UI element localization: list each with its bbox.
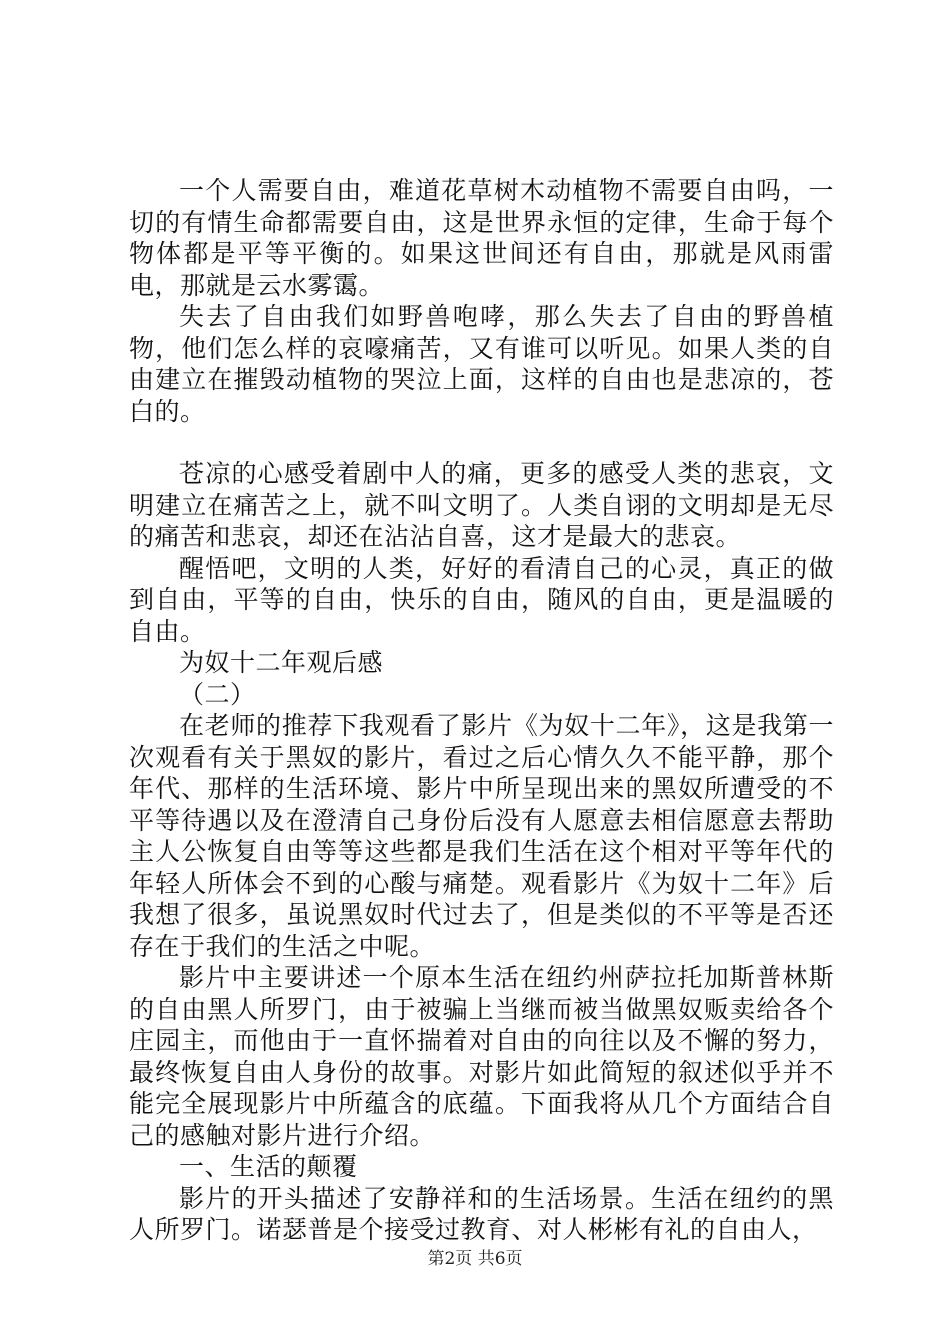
paragraph-film-opening: 影片的开头描述了安静祥和的生活场景。生活在纽约的黑人所罗门。诺瑟普是个接受过教育、对人彬彬有礼的自由人， — [129, 1183, 834, 1244]
subheading-life-overturned: 一、生活的颠覆 — [179, 1152, 358, 1181]
section-number: （二） — [179, 679, 256, 709]
paragraph-awaken: 醒悟吧，文明的人类，好好的看清自己的心灵，真正的做到自由，平等的自由，快乐的自由，随风的自由，更是温暖的自由。 — [129, 553, 834, 646]
paragraph-civilization: 苍凉的心感受着剧中人的痛，更多的感受人类的悲哀，文明建立在痛苦之上，就不叫文明了。人类自诩的文明却是无尽的痛苦和悲哀，却还在沾沾自喜，这才是最大的悲哀。 — [129, 459, 834, 551]
paragraph-freedom-all-life: 一个人需要自由，难道花草树木动植物不需要自由吗，一切的有情生命都需要自由，这是世界永恒的定律，生命于每个物体都是平等平衡的。如果这世间还有自由，那就是风雨雷电，那就是云水雾霭。 — [129, 176, 834, 300]
document-body — [129, 175, 834, 1246]
paragraph-film-summary: 影片中主要讲述一个原本生活在纽约州萨拉托加斯普林斯的自由黑人所罗门，由于被骗上当继而被当做黑奴贩卖给各个庄园主，而他由于一直怀揣着对自由的向往以及不懈的努力，最终恢复自由人身份的故事。对影片如此简短的叙述似乎并不能完全展现影片中所蕴含的底蕴。下面我将从几个方面结合自己的感触对影片进行介绍。 — [129, 963, 834, 1150]
paragraph-lost-freedom: 失去了自由我们如野兽咆哮，那么失去了自由的野兽植物，他们怎么样的哀嚎痛苦，又有谁可以听见。如果人类的自由建立在摧毁动植物的哭泣上面，这样的自由也是悲凉的，苍白的。 — [129, 302, 834, 426]
section-title: 为奴十二年观后感 — [179, 648, 384, 677]
page-footer: 第2页 共6页 — [427, 1249, 523, 1269]
paragraph-film-intro: 在老师的推荐下我观看了影片《为奴十二年》，这是我第一次观看有关于黑奴的影片，看过之后心情久久不能平静，那个年代、那样的生活环境、影片中所呈现出来的黑奴所遭受的不平等待遇以及在澄清自己身份后没有人愿意去相信愿意去帮助主人公恢复自由等等这些都是我们生活在这个相对平等年代的年轻人所体会不到的心酸与痛楚。观看影片《为奴十二年》后我想了很多，虽说黑奴时代过去了，但是类似的不平等是否还存在于我们的生活之中呢。 — [129, 711, 834, 961]
